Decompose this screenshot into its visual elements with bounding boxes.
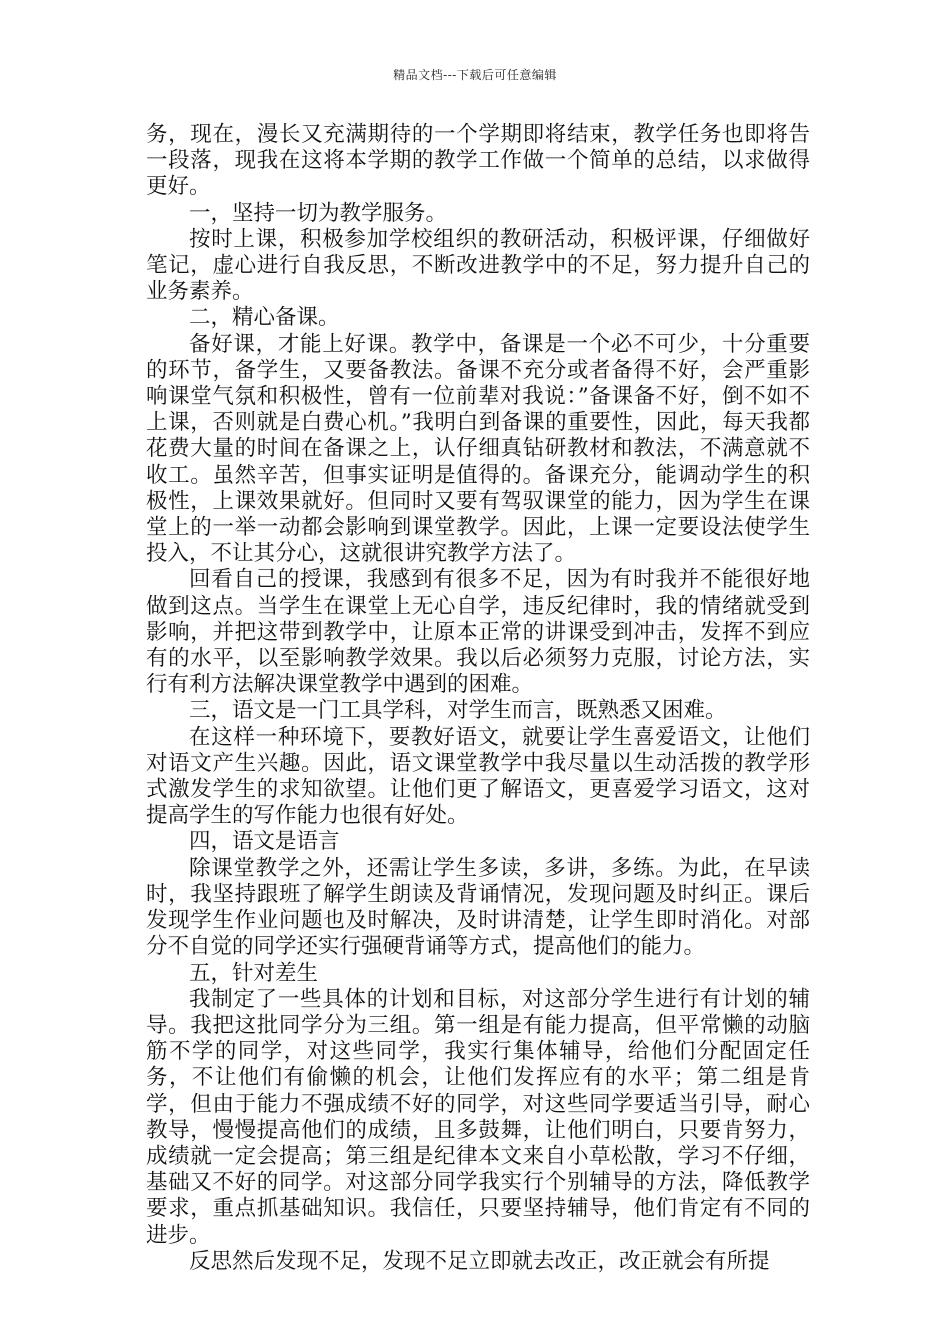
body-paragraph: 我制定了一些具体的计划和目标，对这部分学生进行有计划的辅导。我把这批同学分为三组。第一组是有能力提高，但平常懒的动脑筋不学的同学，对这些同学，我实行集体辅导，给他们分配固定任务，不让他们有偷懒的机会，让他们发挥应有的水平；第二组是肯学，但由于能力不强成绩不好的同学，对这些同学要适当引导，耐心教导，慢慢提高他们的成绩，且多鼓舞，让他们明白，只要肯努力，成绩就一定会提高；第三组是纪律本文来自小草松散，学习不仔细，基础又不好的同学。对这部分同学我实行个别辅导的方法，降低教学要求，重点抓基础知识。我信任，只要坚持辅导，他们肯定有不同的进步。: [146, 986, 810, 1248]
body-paragraph: 务，现在，漫长又充满期待的一个学期即将结束，教学任务也即将告一段落，现我在这将本学期的教学工作做一个简单的总结，以求做得更好。: [146, 122, 810, 200]
body-paragraph: 四，语文是语言: [189, 829, 340, 855]
document-body: [146, 122, 810, 1275]
body-paragraph: 按时上课，积极参加学校组织的教研活动，积极评课，仔细做好笔记，虚心进行自我反思，不断改进教学中的不足，努力提升自己的业务素养。: [146, 226, 810, 305]
body-paragraph: 三，语文是一门工具学科，对学生而言，既熟悉又困难。: [189, 698, 727, 724]
body-paragraph: 反思然后发现不足，发现不足立即就去改正，改正就会有所提: [189, 1248, 770, 1274]
body-paragraph: 五，针对差生: [189, 960, 319, 986]
page-header: 精品文档---下载后可任意编辑: [393, 68, 557, 82]
body-paragraph: 在这样一种环境下，要教好语文，就要让学生喜爱语文，让他们对语文产生兴趣。因此，语文课堂教学中我尽量以生动活拨的教学形式激发学生的求知欲望。让他们更了解语文，更喜爱学习语文，这对提高学生的写作能力也很有好处。: [146, 724, 810, 829]
body-paragraph: 回看自己的授课，我感到有很多不足，因为有时我并不能很好地做到这点。当学生在课堂上无心自学，违反纪律时，我的情绪就受到影响，并把这带到教学中，让原本正常的讲课受到冲击，发挥不到应有的水平，以至影响教学效果。我以后必须努力克服，讨论方法，实行有利方法解决课堂教学中遇到的困难。: [146, 567, 810, 698]
body-paragraph: 二，精心备课。: [189, 305, 340, 331]
body-paragraph: 除课堂教学之外，还需让学生多读，多讲，多练。为此，在早读时，我坚持跟班了解学生朗读及背诵情况，发现问题及时纠正。课后发现学生作业问题也及时解决，及时讲清楚，让学生即时消化。对部分不自觉的同学还实行强硬背诵等方式，提高他们的能力。: [146, 855, 810, 960]
body-paragraph: 一，坚持一切为教学服务。: [189, 200, 448, 226]
body-paragraph: 备好课，才能上好课。教学中，备课是一个必不可少，十分重要的环节，备学生，又要备教法。备课不充分或者备得不好，会严重影响课堂气氛和积极性，曾有一位前辈对我说：”备课备不好，倒不如不上课，否则就是白费心机。”我明白到备课的重要性，因此，每天我都花费大量的时间在备课之上，认仔细真钻研教材和教法，不满意就不收工。虽然辛苦，但事实证明是值得的。备课充分，能调动学生的积极性，上课效果就好。但同时又要有驾驭课堂的能力，因为学生在课堂上的一举一动都会影响到课堂教学。因此，上课一定要设法使学生投入，不让其分心，这就很讲究教学方法了。: [146, 331, 810, 567]
